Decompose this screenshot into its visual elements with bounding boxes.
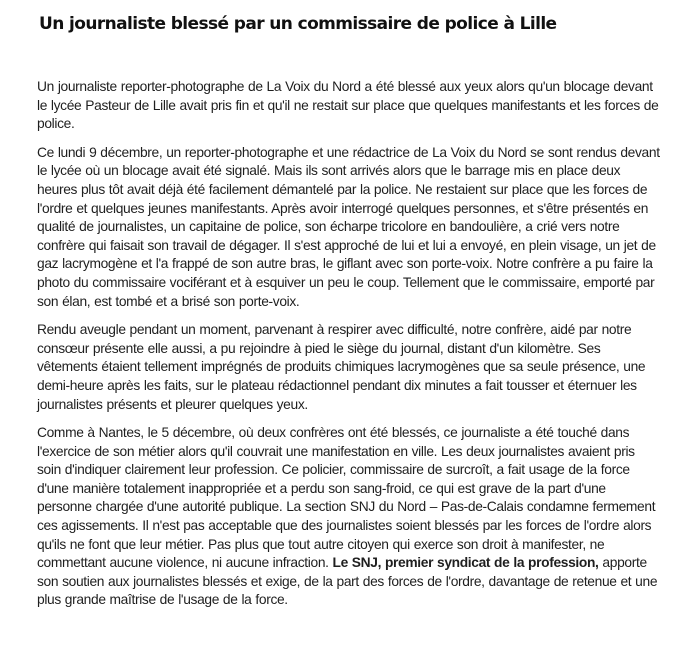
statement-closing-text: apporte son soutien aux journalistes blessés et exige, de la part des forces de l'ordre, davantage de retenue et une plus grande maîtrise de l'usage de la force. <box>37 555 658 608</box>
paragraph-aftermath: Rendu aveugle pendant un moment, parvenant à respirer avec difficulté, notre confrère, aidé par notre consœur présente elle aussi, a pu rejoindre à pied le siège du journal, distant d'un kilomètre. Ses vêtements étaient tellement imprégnés de produits chimiques lacrymogènes que sa seule présence, une demi-heure après les faits, sur le plateau rédactionnel pendant dix minutes a fait tousser et éternuer les journalistes présents et pleurer quelques yeux. <box>37 322 646 412</box>
statement-text: Comme à Nantes, le 5 décembre, où deux confrères ont été blessés, ce journaliste a été touché dans l'exercice de son métier alors qu'il couvrait une manifestation en ville. Les deux journalistes avaient pris soin d'indiquer clairement leur profession. Ce policier, commissaire de surcroît, a fait usage de la force d'une manière totalement inappropriée et a perdu son sang-froid, ce qui est grave de la part d'une personne chargée d'une autorité publique. La section SNJ du Nord – Pas-de-Calais condamne fermement ces agissements. Il n'est pas acceptable que des journalistes soient blessés par les forces de l'ordre alors qu'ils ne font que leur métier. Pas plus que tout autre citoyen qui exerce son droit à manifester, ne commettant aucune violence, ni aucune infraction. <box>37 425 656 571</box>
article-body <box>37 78 660 610</box>
article-title: Un journaliste blessé par un commissaire de police à Lille <box>39 14 557 34</box>
paragraph-statement <box>37 424 660 610</box>
statement-bold-text: Le SNJ, premier syndicat de la profession, <box>332 555 599 571</box>
paragraph-intro: Un journaliste reporter-photographe de La Voix du Nord a été blessé aux yeux alors qu'un blocage devant le lycée Pasteur de Lille avait pris fin et qu'il ne restait sur place que quelques manifestants et les forces de police. <box>37 79 659 132</box>
paragraph-events: Ce lundi 9 décembre, un reporter-photographe et une rédactrice de La Voix du Nord se sont rendus devant le lycée où un blocage avait été signalé. Mais ils sont arrivés alors que le barrage mis en place deux heures plus tôt avait déjà été facilement démantelé par la police. Ne restaient sur place que les forces de l'ordre et quelques jeunes manifestants. Après avoir interrogé quelques personnes, et s'être présentés en qualité de journalistes, un capitaine de police, son écharpe tricolore en bandoulière, a crié vers notre confrère qui faisait son travail de dégager. Il s'est approché de lui et lui a envoyé, en plein visage, un jet de gaz lacrymogène et l'a frappé de son autre bras, le giflant avec son porte-voix. Notre confrère a pu faire la photo du commissaire vociférant et à esquiver un peu le coup. Tellement que le commissaire, emporté par son élan, est tombé et a brisé son porte-voix. <box>37 144 660 309</box>
